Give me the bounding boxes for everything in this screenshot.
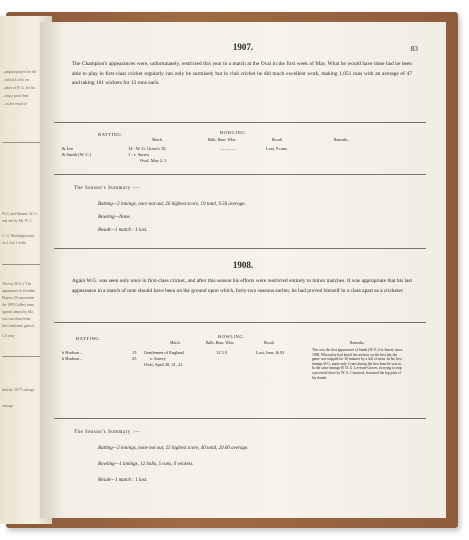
bowling-cols-1908: Balls. Runs. Wkts. xyxy=(206,341,235,345)
left-page-text: heavily, 20.77 average xyxy=(2,388,35,392)
remarks-col-1908: Remarks. xyxy=(350,341,365,345)
left-page-text: appearance in Gentlem xyxy=(2,289,36,293)
left-page-text: and one by Mr. W. J. xyxy=(2,219,32,223)
bowling-entry-1908: 12 5 0 xyxy=(216,350,227,355)
remarks-1908: This was the first appearance of Smith (W. E.) for Surrey since 1898. When play had lasted but an hour on the first day the game was stopped for 30 minutes by a fall of snow. In his first innings W.G. made only 2 runs during the first hour he was in. In the same innings H. D. G. Leveson-Gower, in trying to stop a powerful drive by W. G. Crawford, fractured the top joint of his thumb. xyxy=(312,348,403,380)
paragraph-1908: Again W.G. was seen only once in first-class cricket, and after this season his efforts were restricted entirely to minor matches. It was appropriate that his last appearance in a match of note should have been on the ground upon which, forty-two seasons earlier, he had proved himself in a class apart as a cricketer. xyxy=(72,278,412,294)
bowling-heading-1908: BOWLING. xyxy=(218,334,245,339)
left-page-text: ...ssed at Lord's on xyxy=(2,78,29,82)
match-entry: 1 : v. Surrey xyxy=(128,152,150,157)
left-page-text: Players. M representat xyxy=(2,296,35,300)
match-entry: v. Surrey xyxy=(150,356,166,361)
match-entry: Oval, May 2, 3 xyxy=(140,158,167,163)
summary-line-1908: Batting—2 innings, none not out, 25 highest score, 40 total, 20.00 average. xyxy=(98,446,249,451)
match-entry: Gentlemen of England xyxy=(144,350,184,355)
left-page-text: against almost by Ma xyxy=(2,310,33,314)
batting-heading-1907: BATTING. xyxy=(98,132,123,137)
left-page-text: ...ation of W. G. for his xyxy=(2,86,36,90)
paragraph-1907: The Champion's appearances were, unfortunately, restricted this year to a match at the Oval in the first week of May. What he would have done had he been able to play in first-class cricket regularly can only be surmised; but in club cricket he did much excellent work, making 1,051 runs with an average of 47 and taking 101 wickets for 13 runs each. xyxy=(72,61,412,87)
bowling-heading-1907: BOWLING. xyxy=(220,130,247,135)
left-page-text: on 1 4 at 1 at the xyxy=(2,241,26,245)
match-col-1907: Match. xyxy=(152,138,163,142)
match-col-1908: Match. xyxy=(170,341,181,345)
summary-title-1908: The Season's Summary :— xyxy=(74,430,140,435)
left-page-text: the 1895 Gallery team xyxy=(2,303,35,307)
left-page-text: C 6 only xyxy=(2,334,15,338)
batting-heading-1908: BATTING. xyxy=(76,336,101,341)
match-entry: Oval, April 20, 21, 22 xyxy=(144,362,183,367)
summary-line-1908: Bowling—1 innings, 12 balls, 5 runs, 0 wickets. xyxy=(98,462,194,467)
left-page-text: was sent them from xyxy=(2,317,31,321)
section-rule xyxy=(54,122,426,123)
left-page-text: ...sing a good deal xyxy=(2,94,29,98)
summary-line-1907: Result—1 match : 1 lost. xyxy=(98,228,148,233)
left-page-text: W.G. and Skinner, W. G. xyxy=(2,212,38,216)
left-page-text: The two W.G.'s' The xyxy=(2,282,32,286)
left-page-text: C. G. Mornington and xyxy=(2,234,34,238)
year-heading-1907: 1907. xyxy=(232,42,254,52)
page-number: 83 xyxy=(410,44,418,53)
batting-entry: b Hudson ... xyxy=(62,350,84,355)
summary-line-1907: Bowling—None. xyxy=(98,215,131,220)
year-heading-1908: 1908. xyxy=(232,260,254,270)
runs-entry: 15 xyxy=(132,350,137,355)
batting-entry: b Hudson ... xyxy=(62,356,84,361)
batting-entry: & Lee xyxy=(62,146,74,151)
result-entry-1907: Lost, 9 runs. xyxy=(266,146,288,151)
result-entry-1908: Lost, Inns. & 81 xyxy=(256,350,285,355)
section-rule xyxy=(54,418,426,419)
result-col-1908: Result. xyxy=(264,341,275,345)
left-page-text: ...ampion played for the xyxy=(2,70,37,74)
match-entry: 14 : W. G. Grace's XI xyxy=(128,146,166,151)
batting-entry: & Smith (W. C.) xyxy=(62,152,91,157)
section-rule xyxy=(54,322,426,323)
result-col-1907: Result. xyxy=(272,138,283,142)
left-page-text: the Gentlemen gained xyxy=(2,324,34,328)
summary-line-1908: Result—1 match : 1 lost. xyxy=(98,478,148,483)
section-rule xyxy=(54,248,426,249)
bowling-entry-1907: — — — xyxy=(220,146,236,151)
summary-line-1907: Batting—2 innings, once not out, 26 highest score, 19 total, 9.50 average. xyxy=(98,202,246,207)
runs-entry: 25 xyxy=(132,356,137,361)
remarks-col-1907: Remarks. xyxy=(334,138,349,142)
bowling-cols-1907: Balls. Runs. Wkts. xyxy=(208,138,237,142)
left-page-text: average xyxy=(2,404,14,408)
left-page-text: ... as the result of xyxy=(2,102,27,106)
right-page xyxy=(40,22,446,518)
summary-title-1907: The Season's Summary :— xyxy=(74,186,140,191)
section-rule xyxy=(54,174,426,175)
